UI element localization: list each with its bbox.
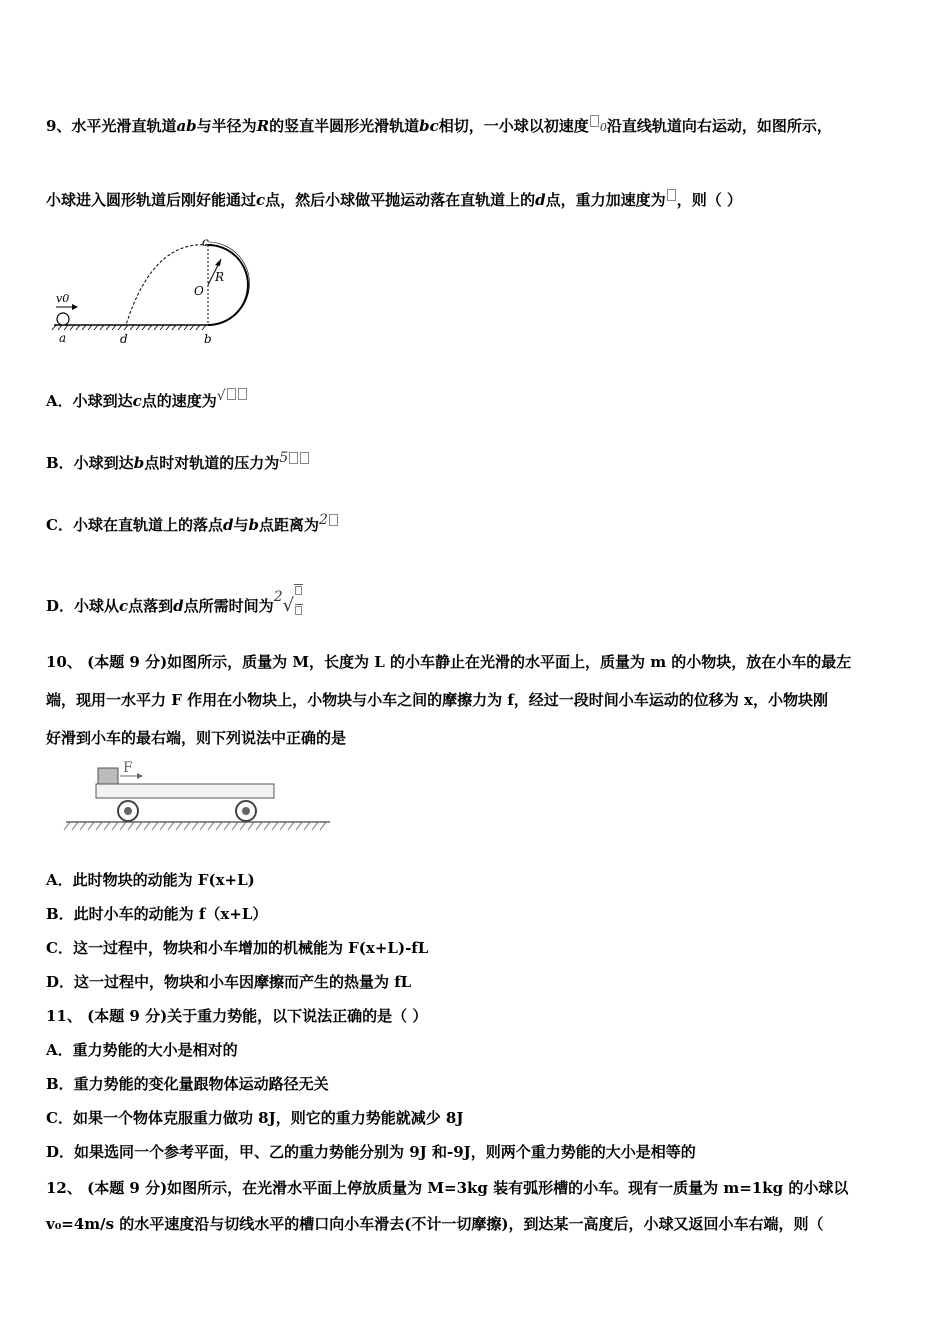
q9-option-c[interactable] [46, 510, 339, 535]
q9-text: 沿直线轨道向右运动，如图所示， [606, 117, 832, 135]
q9-text: 的竖直半圆形光滑轨道 [269, 117, 420, 135]
q9-text: 与半径为 [196, 117, 257, 135]
option-text: 点的速度为 [141, 392, 217, 410]
q9-option-d[interactable] [46, 584, 303, 616]
label-R: R [215, 270, 225, 284]
option-var: d [222, 516, 234, 534]
q9-line-2 [46, 189, 742, 210]
force-label-F: F [123, 760, 133, 776]
formula-placeholder-icon [300, 452, 309, 464]
q11-option-c[interactable]: C．如果一个物体克服重力做功 8J，则它的重力势能就减少 8J [46, 1109, 464, 1127]
q10-option-d[interactable]: D．这一过程中，物块和小车因摩擦而产生的热量为 fL [46, 973, 412, 991]
v0-label: v0 [56, 292, 70, 305]
sqrt-formula-icon: √ [217, 388, 248, 404]
option-var: b [248, 516, 259, 534]
formula-placeholder-icon [329, 514, 338, 526]
q10-line-2: 端，现用一水平力 F 作用在小物块上，小物块与小车之间的摩擦力为 f，经过一段时间小车运动的位移为 x，小物块刚 [46, 691, 828, 709]
q10-line-3: 好滑到小车的最右端，则下列说法中正确的是 [46, 729, 347, 747]
option-text: 点所需时间为 [183, 597, 274, 615]
option-text: 点距离为 [258, 516, 319, 534]
q9-line-1 [46, 115, 832, 138]
q9-track-figure [48, 235, 258, 347]
option-text: B．小球到达 [46, 454, 134, 472]
formula-coef: 2 [318, 512, 328, 528]
option-text: 点时对轨道的压力为 [144, 454, 280, 472]
option-text: A．小球到达 [46, 392, 133, 410]
q11-option-d[interactable]: D．如果选同一个参考平面，甲、乙的重力势能分别为 9J 和-9J，则两个重力势能的大小是相等的 [46, 1143, 696, 1161]
v0-subscript: 0 [599, 121, 607, 134]
sqrt-fraction-icon: √ [282, 595, 295, 616]
q9-option-a[interactable] [46, 386, 248, 411]
q9-text: 点，重力加速度为 [545, 191, 666, 209]
formula-placeholder-icon [289, 452, 298, 464]
q9-text: 小球进入圆形轨道后刚好能通过 [46, 191, 257, 209]
formula-coef: 2 [273, 589, 283, 605]
formula-placeholder-icon [667, 189, 676, 201]
option-var: b [133, 454, 145, 472]
q10-option-a[interactable]: A．此时物块的动能为 F(x+L) [46, 871, 255, 889]
option-var: c [132, 392, 142, 410]
q9-R: R [256, 117, 270, 135]
q9-d: d [535, 191, 546, 209]
option-text: D．小球从 [46, 597, 120, 615]
formula-placeholder-icon [590, 115, 599, 127]
option-var: d [173, 597, 184, 615]
fraction-icon [294, 584, 303, 615]
q11-stem: 11、 (本题 9 分)关于重力势能，以下说法正确的是（ ） [46, 1007, 428, 1025]
q9-text: 相切，一小球以初速度 [438, 117, 589, 135]
q9-option-b[interactable] [46, 448, 310, 473]
q9-ab: ab [176, 117, 197, 135]
q9-c: c [256, 191, 266, 209]
formula-coef: 5 [279, 450, 289, 466]
q10-option-c[interactable]: C．这一过程中，物块和小车增加的机械能为 F(x+L)-fL [46, 939, 429, 957]
option-text: C．小球在直轨道上的落点 [46, 516, 223, 534]
q11-option-a[interactable]: A．重力势能的大小是相对的 [46, 1041, 238, 1059]
label-c: c [202, 235, 209, 249]
q9-text: 点，然后小球做平抛运动落在直轨道上的 [265, 191, 536, 209]
q10-line-1: 10、 (本题 9 分)如图所示，质量为 M，长度为 L 的小车静止在光滑的水平面上，质量为 m 的小物块，放在小车的最左 [46, 653, 852, 671]
q9-bc: bc [419, 117, 439, 135]
q11-option-b[interactable]: B．重力势能的变化量跟物体运动路径无关 [46, 1075, 329, 1093]
q9-text: ，则（ ） [676, 191, 742, 209]
label-b: b [204, 332, 212, 346]
option-text: 点落到 [128, 597, 174, 615]
q9-text: 9、水平光滑直轨道 [46, 117, 177, 135]
q12-line-1: 12、 (本题 9 分)如图所示，在光滑水平面上停放质量为 M=3kg 装有弧形槽的小车。现有一质量为 m=1kg 的小球以 [46, 1179, 849, 1197]
label-d: d [120, 332, 128, 346]
label-a: a [59, 331, 67, 345]
option-var: c [119, 597, 129, 615]
option-text: 与 [233, 516, 249, 534]
q10-option-b[interactable]: B．此时小车的动能为 f（x+L） [46, 905, 268, 923]
q12-line-2: v₀=4m/s 的水平速度沿与切线水平的槽口向小车滑去(不计一切摩擦)，到达某一高度后，小球又返回小车右端，则（ [46, 1215, 824, 1233]
q10-cart-figure [62, 758, 334, 840]
label-O: O [194, 284, 204, 298]
